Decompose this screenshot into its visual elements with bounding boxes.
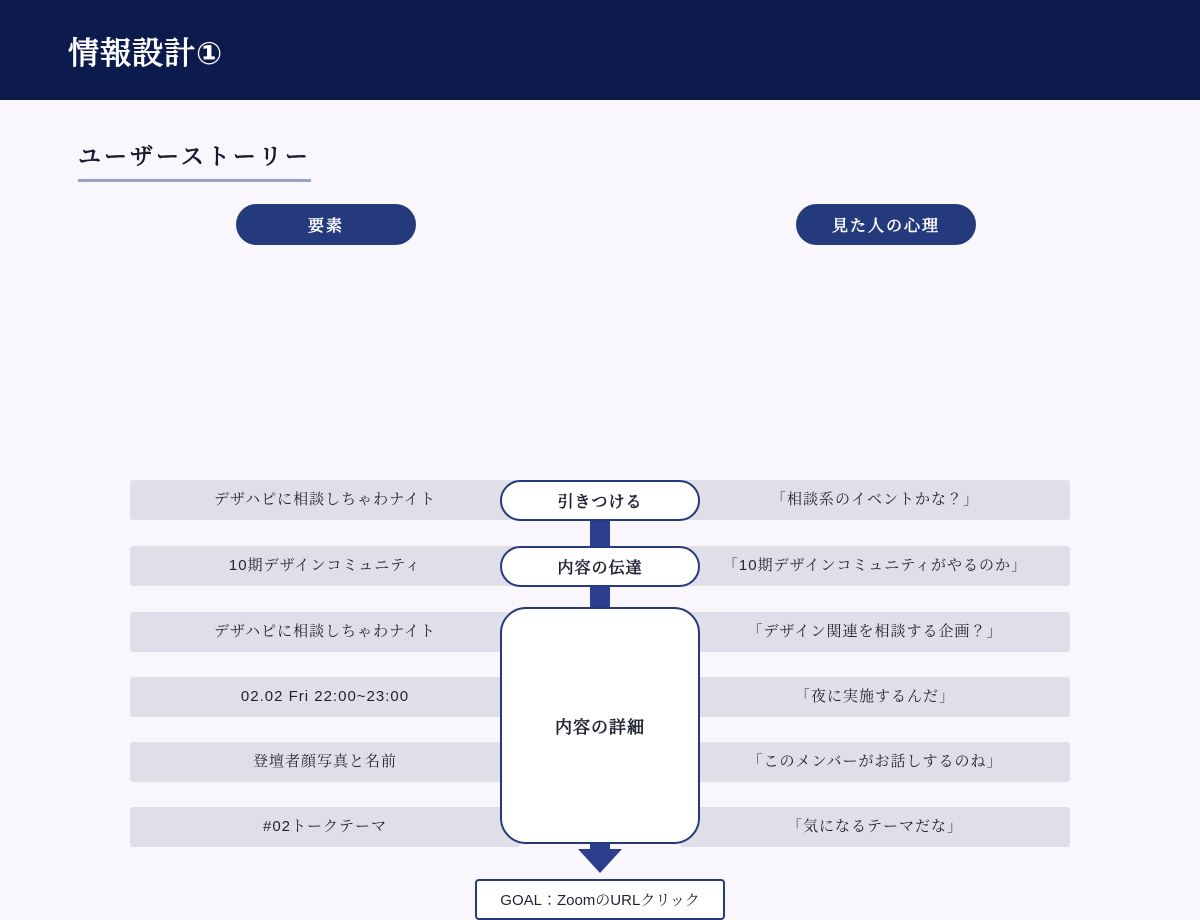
- section-title: ユーザーストーリー: [78, 138, 311, 182]
- psychology-label: 「夜に実施するんだ」: [794, 688, 955, 705]
- stage-card-attract: 引きつける: [500, 480, 700, 521]
- page-title: 情報設計①: [68, 35, 224, 71]
- element-label: デザハピに相談しちゃわナイト: [213, 491, 437, 508]
- goal-box: GOAL：ZoomのURLクリック: [475, 879, 725, 920]
- stage-card-details: 内容の詳細: [500, 607, 700, 844]
- stage-card-convey: 内容の伝達: [500, 546, 700, 587]
- page-header: [0, 0, 1200, 100]
- column-header-psychology: 見た人の心理: [796, 204, 976, 245]
- psychology-label: 「気になるテーマだな」: [786, 818, 963, 835]
- element-label: 登壇者顔写真と名前: [252, 753, 397, 770]
- flow-arrow-head: [578, 849, 622, 873]
- element-label: #02トークテーマ: [262, 818, 388, 835]
- psychology-label: 「デザイン関連を相談する企画？」: [747, 623, 1003, 640]
- element-label: デザハピに相談しちゃわナイト: [213, 623, 437, 640]
- element-label: 02.02 Fri 22:00~23:00: [240, 688, 410, 705]
- element-label: 10期デザインコミュニティ: [228, 557, 422, 574]
- psychology-label: 「10期デザインコミュニティがやるのか」: [722, 557, 1028, 574]
- psychology-label: 「相談系のイベントかな？」: [770, 491, 979, 508]
- psychology-label: 「このメンバーがお話しするのね」: [747, 753, 1003, 770]
- section-title-wrapper: [0, 138, 1200, 182]
- column-header-elements: 要素: [236, 204, 416, 245]
- user-story-diagram: [0, 204, 1200, 909]
